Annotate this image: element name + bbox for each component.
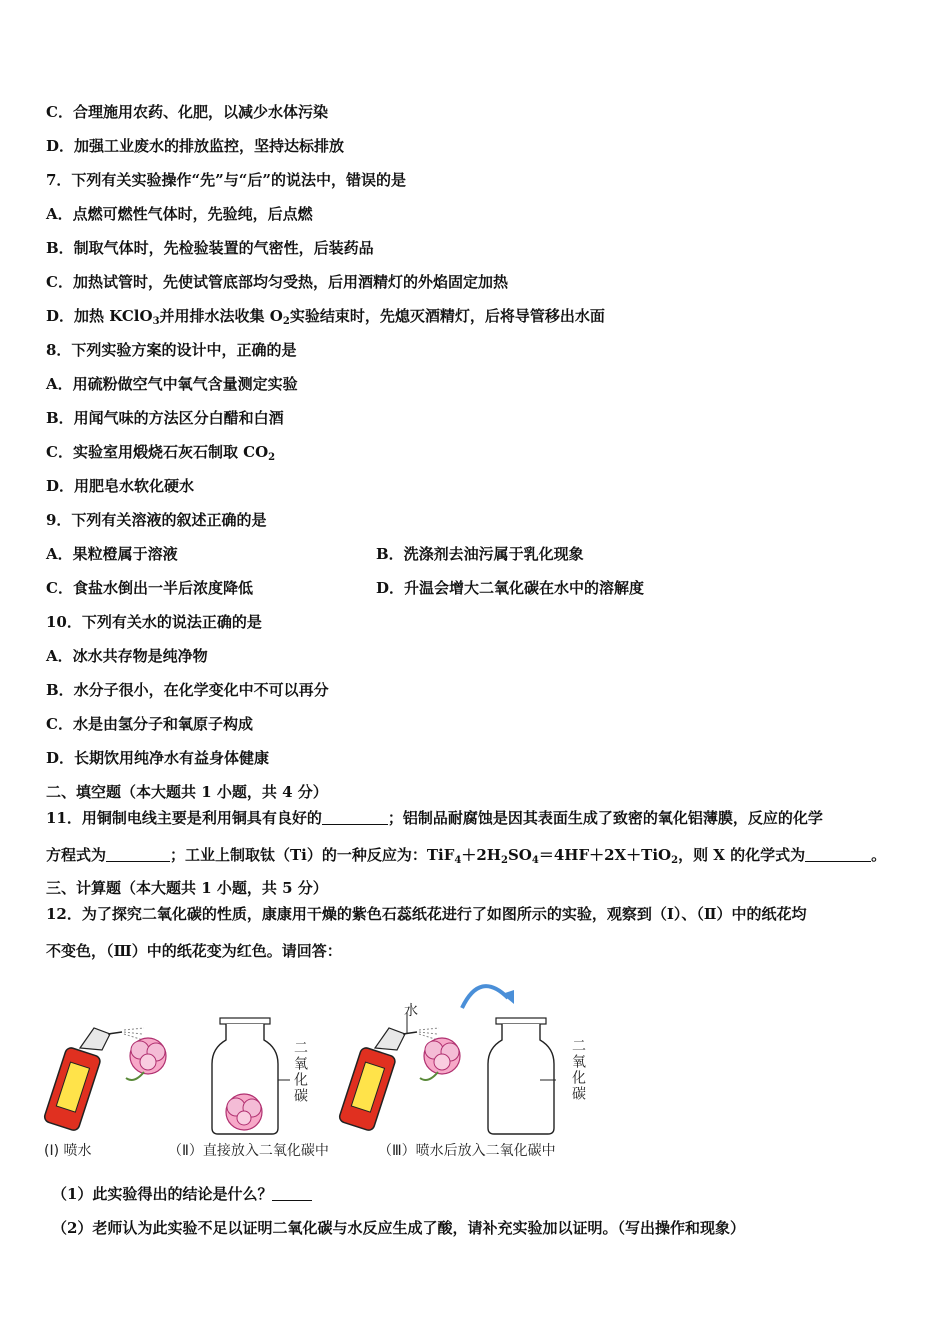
q12-line1: 12．为了探究二氧化碳的性质，康康用干燥的紫色石蕊纸花进行了如图所示的实验，观察到（I）、（Ⅱ）中的纸花均 <box>46 905 807 923</box>
q8-option-d: D．用肥皂水软化硬水 <box>46 477 195 495</box>
q10-stem: 10．下列有关水的说法正确的是 <box>46 613 262 631</box>
gas-jar-icon <box>488 1018 556 1134</box>
q10-option-c: C．水是由氢分子和氧原子构成 <box>46 715 253 733</box>
caption-ii: （Ⅱ）直接放入二氧化碳中 <box>168 1143 329 1159</box>
section-calculation-heading: 三、计算题（本大题共 1 小题，共 5 分） <box>46 879 328 897</box>
q7-option-b: B．制取气体时，先检验装置的气密性，后装药品 <box>46 239 374 257</box>
answer-blank[interactable] <box>322 810 388 825</box>
q9-stem: 9．下列有关溶液的叙述正确的是 <box>46 511 267 529</box>
q6-option-c: C．合理施用农药、化肥，以减少水体污染 <box>46 103 328 121</box>
q9-option-c: C．食盐水倒出一半后浓度降低 <box>46 579 253 597</box>
q9-option-b: B．洗涤剂去油污属于乳化现象 <box>376 545 584 563</box>
q8-option-a: A．用硫粉做空气中氧气含量测定实验 <box>46 375 298 393</box>
q12-sub2: （2）老师认为此实验不足以证明二氧化碳与水反应生成了酸，请补充实验加以证明。（写出操作和现象） <box>52 1219 745 1237</box>
water-label: 水 <box>404 1003 418 1019</box>
q8-option-b: B．用闻气味的方法区分白醋和白酒 <box>46 409 284 427</box>
answer-blank[interactable] <box>272 1186 312 1201</box>
q7-stem: 7．下列有关实验操作“先”与“后”的说法中，错误的是 <box>46 171 406 189</box>
q9-option-d: D．升温会增大二氧化碳在水中的溶解度 <box>376 579 645 597</box>
q11-line1: 11．用铜制电线主要是利用铜具有良好的 ；铝制品耐腐蚀是因其表面生成了致密的氧化铝薄膜，反应的化学 <box>46 809 823 827</box>
section-fill-in-heading: 二、填空题（本大题共 1 小题，共 4 分） <box>46 783 328 801</box>
paper-flower-icon <box>420 1038 460 1080</box>
q10-option-b: B．水分子很小，在化学变化中不可以再分 <box>46 681 329 699</box>
answer-blank[interactable] <box>805 847 871 862</box>
q7-option-c: C．加热试管时，先使试管底部均匀受热，后用酒精灯的外焰固定加热 <box>46 273 508 291</box>
q12-sub1: （1）此实验得出的结论是什么？ <box>52 1184 312 1204</box>
q11-line2: 方程式为 ；工业上制取钛（Ti）的一种反应为：$TiF_4+2H_2SO_4=4HF+2X+TiO_2$，则 X 的化学式为 。 <box>46 846 887 866</box>
q7-option-a: A．点燃可燃性气体时，先验纯，后点燃 <box>46 205 313 223</box>
q6-option-d: D．加强工业废水的排放监控，坚持达标排放 <box>46 137 345 155</box>
q10-option-a: A．冰水共存物是纯净物 <box>46 647 208 665</box>
curved-arrow-icon <box>462 986 508 1008</box>
q12-line2: 不变色，（Ⅲ）中的纸花变为红色。请回答： <box>46 942 342 960</box>
q8-option-c: C．实验室用煅烧石灰石制取 $CO_2$ <box>46 443 276 463</box>
answer-blank[interactable] <box>106 847 170 862</box>
q8-stem: 8．下列实验方案的设计中，正确的是 <box>46 341 297 359</box>
caption-iii: （Ⅲ）喷水后放入二氧化碳中 <box>378 1143 556 1159</box>
paper-flower-icon <box>126 1038 166 1080</box>
gas-label: 二氧化碳 <box>570 1038 586 1102</box>
spray-bottle-icon <box>338 1012 439 1132</box>
gas-label: 二氧化碳 <box>292 1040 308 1104</box>
caption-i: (I) 喷水 <box>44 1143 92 1159</box>
q7-option-d: D．加热 KClO$_3$并用排水法收集 $O_2$实验结束时，先熄灭酒精灯，后将导管移出水面 <box>46 307 605 327</box>
experiment-figure <box>40 970 620 1170</box>
q9-option-a: A．果粒橙属于溶液 <box>46 545 178 563</box>
q10-option-d: D．长期饮用纯净水有益身体健康 <box>46 749 270 767</box>
gas-jar-icon <box>212 1018 290 1134</box>
